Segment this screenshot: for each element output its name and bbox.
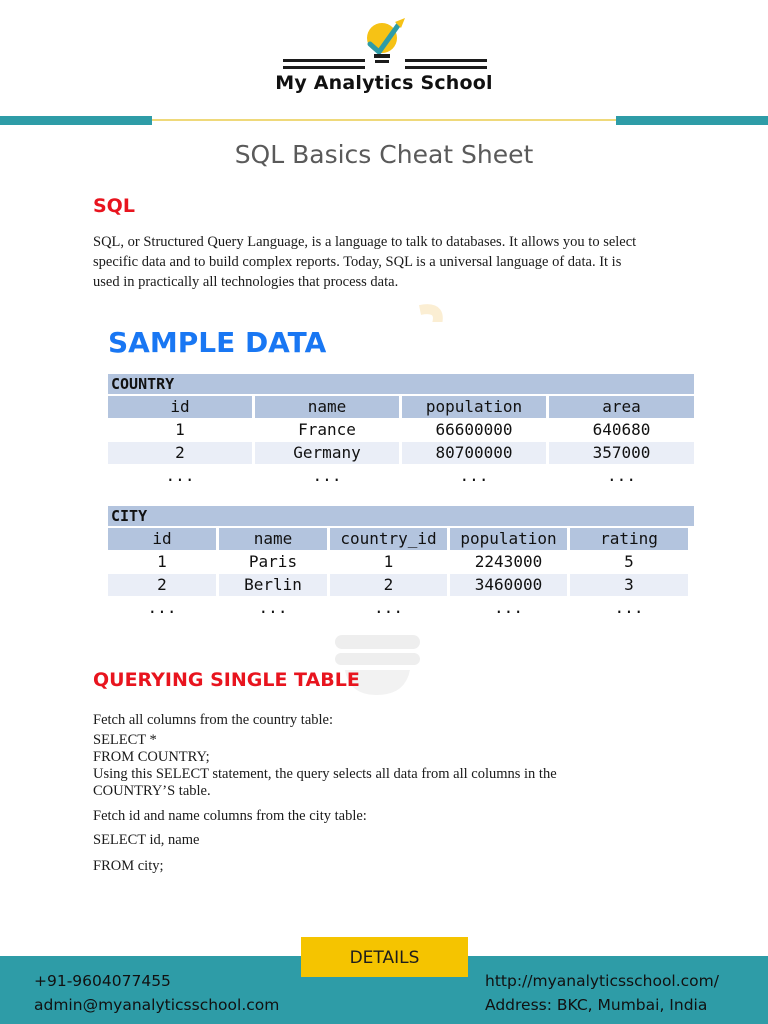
- sample-data-title: SAMPLE DATA: [108, 326, 327, 359]
- logo-lines-left: [283, 59, 365, 69]
- sql-heading: SQL: [93, 195, 135, 217]
- table-row: [108, 419, 694, 441]
- table-header-row: [108, 396, 694, 418]
- country-table: [108, 374, 694, 487]
- table-cell: ...: [494, 598, 523, 617]
- column-header: rating: [570, 528, 688, 550]
- column-header: name: [255, 396, 399, 418]
- header-divider-center: [152, 119, 616, 121]
- table-row: [108, 551, 694, 573]
- table-cell: ...: [374, 598, 403, 617]
- table-cell: ...: [258, 598, 288, 617]
- sql-paragraph-line: used in practically all technologies that process data.: [93, 274, 399, 290]
- table-cell: Germany: [255, 442, 399, 464]
- code-line: Using this SELECT statement, the query selects all data from all columns in the: [93, 766, 557, 782]
- querying-heading: QUERYING SINGLE TABLE: [93, 669, 360, 691]
- sql-paragraph: [93, 232, 683, 292]
- table-cell: Paris: [248, 552, 298, 571]
- column-header: population: [402, 396, 546, 418]
- code-line: COUNTRY’S table.: [93, 783, 211, 799]
- table-cell: 2: [330, 574, 447, 596]
- table-cell: ...: [607, 466, 636, 485]
- table-cell: 357000: [549, 442, 694, 464]
- query-description: Fetch id and name columns from the city table:: [93, 808, 367, 824]
- sql-paragraph-line: specific data and to build complex reports. Today, SQL is a universal language of data. It is: [93, 254, 622, 270]
- table-cell: 80700000: [402, 442, 546, 464]
- code-line: FROM COUNTRY;: [93, 749, 210, 765]
- table-row: [108, 465, 694, 487]
- table-cell: 2: [108, 442, 252, 464]
- header-divider-left: [0, 116, 152, 125]
- column-header: name: [219, 528, 327, 550]
- code-line: SELECT id, name: [93, 832, 200, 848]
- table-cell: ...: [147, 598, 177, 617]
- table-cell: ...: [459, 466, 489, 485]
- table-cell: 1: [383, 552, 394, 571]
- query-code-block: [93, 732, 693, 800]
- code-line: FROM city;: [93, 858, 164, 874]
- table-cell: 640680: [592, 420, 651, 439]
- table-row: [108, 574, 694, 596]
- page-header: [0, 0, 768, 112]
- header-divider-right: [616, 116, 768, 125]
- footer-website[interactable]: http://myanalyticsschool.com/: [485, 972, 719, 990]
- table-cell: 1: [157, 552, 167, 571]
- lightbulb-logo-icon: [363, 16, 407, 66]
- table-cell: 66600000: [435, 420, 513, 439]
- logo-text: My Analytics School: [275, 72, 493, 94]
- city-table-name: CITY: [108, 506, 694, 526]
- table-cell: ...: [312, 466, 342, 485]
- column-header: id: [108, 528, 216, 550]
- query-description: Fetch all columns from the country table:: [93, 712, 333, 728]
- table-row: [108, 597, 694, 619]
- country-table-name: COUNTRY: [108, 374, 694, 394]
- details-button[interactable]: DETAILS: [301, 937, 468, 977]
- footer-email[interactable]: admin@myanalyticsschool.com: [34, 996, 280, 1014]
- column-header: id: [108, 396, 252, 418]
- table-cell: 3: [570, 574, 688, 596]
- table-cell: 3460000: [450, 574, 567, 596]
- table-cell: 5: [624, 552, 634, 571]
- table-cell: 2: [108, 574, 216, 596]
- table-cell: ...: [165, 466, 195, 485]
- page-title: SQL Basics Cheat Sheet: [234, 140, 534, 169]
- table-cell: 1: [175, 420, 185, 439]
- column-header: area: [549, 396, 694, 418]
- table-header-row: [108, 528, 694, 550]
- column-header: population: [450, 528, 567, 550]
- table-row: [108, 442, 694, 464]
- table-cell: France: [298, 420, 356, 439]
- sql-paragraph-line: SQL, or Structured Query Language, is a language to talk to databases. It allows you to select: [93, 234, 637, 250]
- table-cell: 2243000: [474, 552, 543, 571]
- table-cell: Berlin: [219, 574, 327, 596]
- city-table: [108, 506, 694, 619]
- column-header: country_id: [330, 528, 447, 550]
- code-line: SELECT *: [93, 732, 157, 748]
- footer-address: Address: BKC, Mumbai, India: [485, 996, 708, 1014]
- footer-phone[interactable]: +91-9604077455: [34, 972, 171, 990]
- table-cell: ...: [614, 598, 644, 617]
- logo-lines-right: [405, 59, 487, 69]
